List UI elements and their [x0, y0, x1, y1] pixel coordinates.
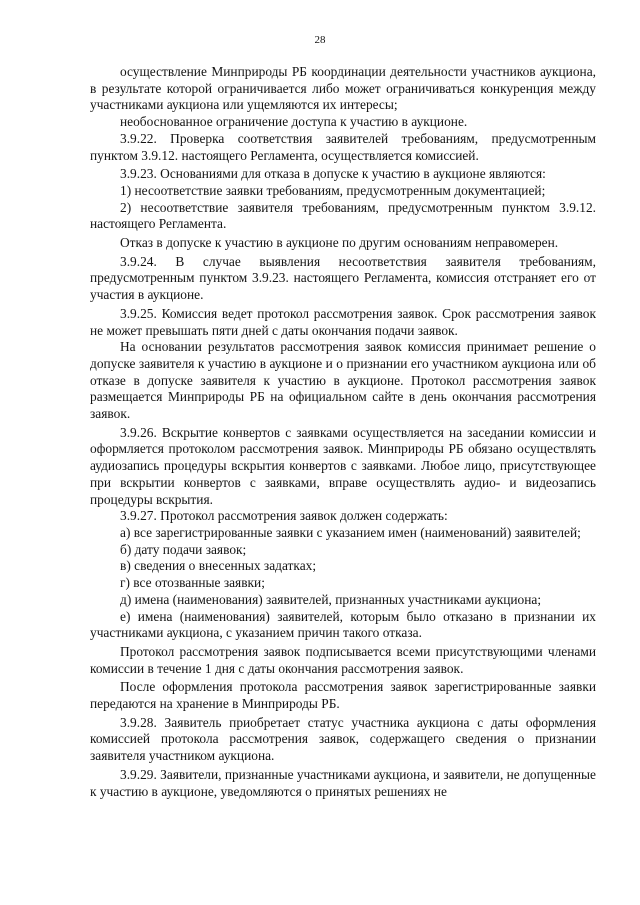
paragraph-12: 3.9.27. Протокол рассмотрения заявок должен содержать:	[120, 508, 448, 524]
paragraph-16: г) все отозванные заявки;	[120, 575, 265, 591]
paragraph-22: 3.9.29. Заявители, признанные участниками аукциона, и заявители, не допущенные к участию в аукционе, уведомляются о принятых решениях не	[90, 766, 596, 799]
paragraph-7: Отказ в допуске к участию в аукционе по другим основаниям неправомерен.	[120, 235, 559, 251]
paragraph-9: 3.9.25. Комиссия ведет протокол рассмотрения заявок. Срок рассмотрения заявок не может превышать пяти дней с даты окончания подачи заявок.	[90, 305, 596, 338]
paragraph-11: 3.9.26. Вскрытие конвертов с заявками осуществляется на заседании комиссии и оформляется протоколом рассмотрения заявок. Минприроды РБ обязано осуществлять аудиозапись процедуры вскрытия конвертов с заявками. Любое лицо, присутствующее при вскрытии конвертов с заявками, вправе осуществлять аудио- и видеозапись процедуры вскрытия.	[90, 424, 596, 507]
paragraph-5: 1) несоответствие заявки требованиям, предусмотренным документацией;	[120, 182, 546, 198]
body-text	[90, 64, 596, 800]
paragraph-14: б) дату подачи заявок;	[120, 541, 247, 557]
paragraph-10: На основании результатов рассмотрения заявок комиссия принимает решение о допуске заявителя к участию в аукционе и о признании его участником аукциона или об отказе в допуске заявителя к участию в аукционе. Протокол рассмотрения заявок размещается Минприроды РБ на официальном сайте в день окончания рассмотрения заявок.	[90, 339, 596, 422]
paragraph-3: 3.9.22. Проверка соответствия заявителей требованиям, предусмотренным пунктом 3.9.12. настоящего Регламента, осуществляется комиссией.	[90, 130, 596, 163]
paragraph-21: 3.9.28. Заявитель приобретает статус участника аукциона с даты оформления комиссией протокола рассмотрения заявок, содержащего сведения о признании заявителя участником аукциона.	[90, 714, 596, 764]
page-number: 28	[314, 34, 326, 46]
paragraph-20: После оформления протокола рассмотрения заявок зарегистрированные заявки передаются на хранение в Минприроды РБ.	[90, 679, 596, 712]
paragraph-4: 3.9.23. Основаниями для отказа в допуске к участию в аукционе являются:	[120, 166, 546, 182]
paragraph-18: е) имена (наименования) заявителей, которым было отказано в признании их участниками аукциона, с указанием причин такого отказа.	[90, 608, 596, 641]
paragraph-8: 3.9.24. В случае выявления несоответствия заявителя требованиям, предусмотренным пунктом 3.9.23. настоящего Регламента, комиссия отстраняет его от участия в аукционе.	[90, 253, 596, 303]
paragraph-17: д) имена (наименования) заявителей, признанных участниками аукциона;	[120, 591, 542, 607]
paragraph-19: Протокол рассмотрения заявок подписывается всеми присутствующими членами комиссии в течение 1 дня с даты окончания рассмотрения заявок.	[90, 643, 596, 676]
paragraph-15: в) сведения о внесенных задатках;	[120, 558, 317, 574]
paragraph-6: 2) несоответствие заявителя требованиям, предусмотренным пунктом 3.9.12. настоящего Регламента.	[90, 199, 596, 232]
paragraph-13: а) все зарегистрированные заявки с указанием имен (наименований) заявителей;	[120, 524, 581, 540]
paragraph-2: необоснованное ограничение доступа к участию в аукционе.	[120, 114, 468, 130]
paragraph-1: осуществление Минприроды РБ координации деятельности участников аукциона, в результате которой ограничивается либо может ограничиваться конкуренция между участниками аукциона или ущемляются их интересы;	[90, 64, 596, 113]
